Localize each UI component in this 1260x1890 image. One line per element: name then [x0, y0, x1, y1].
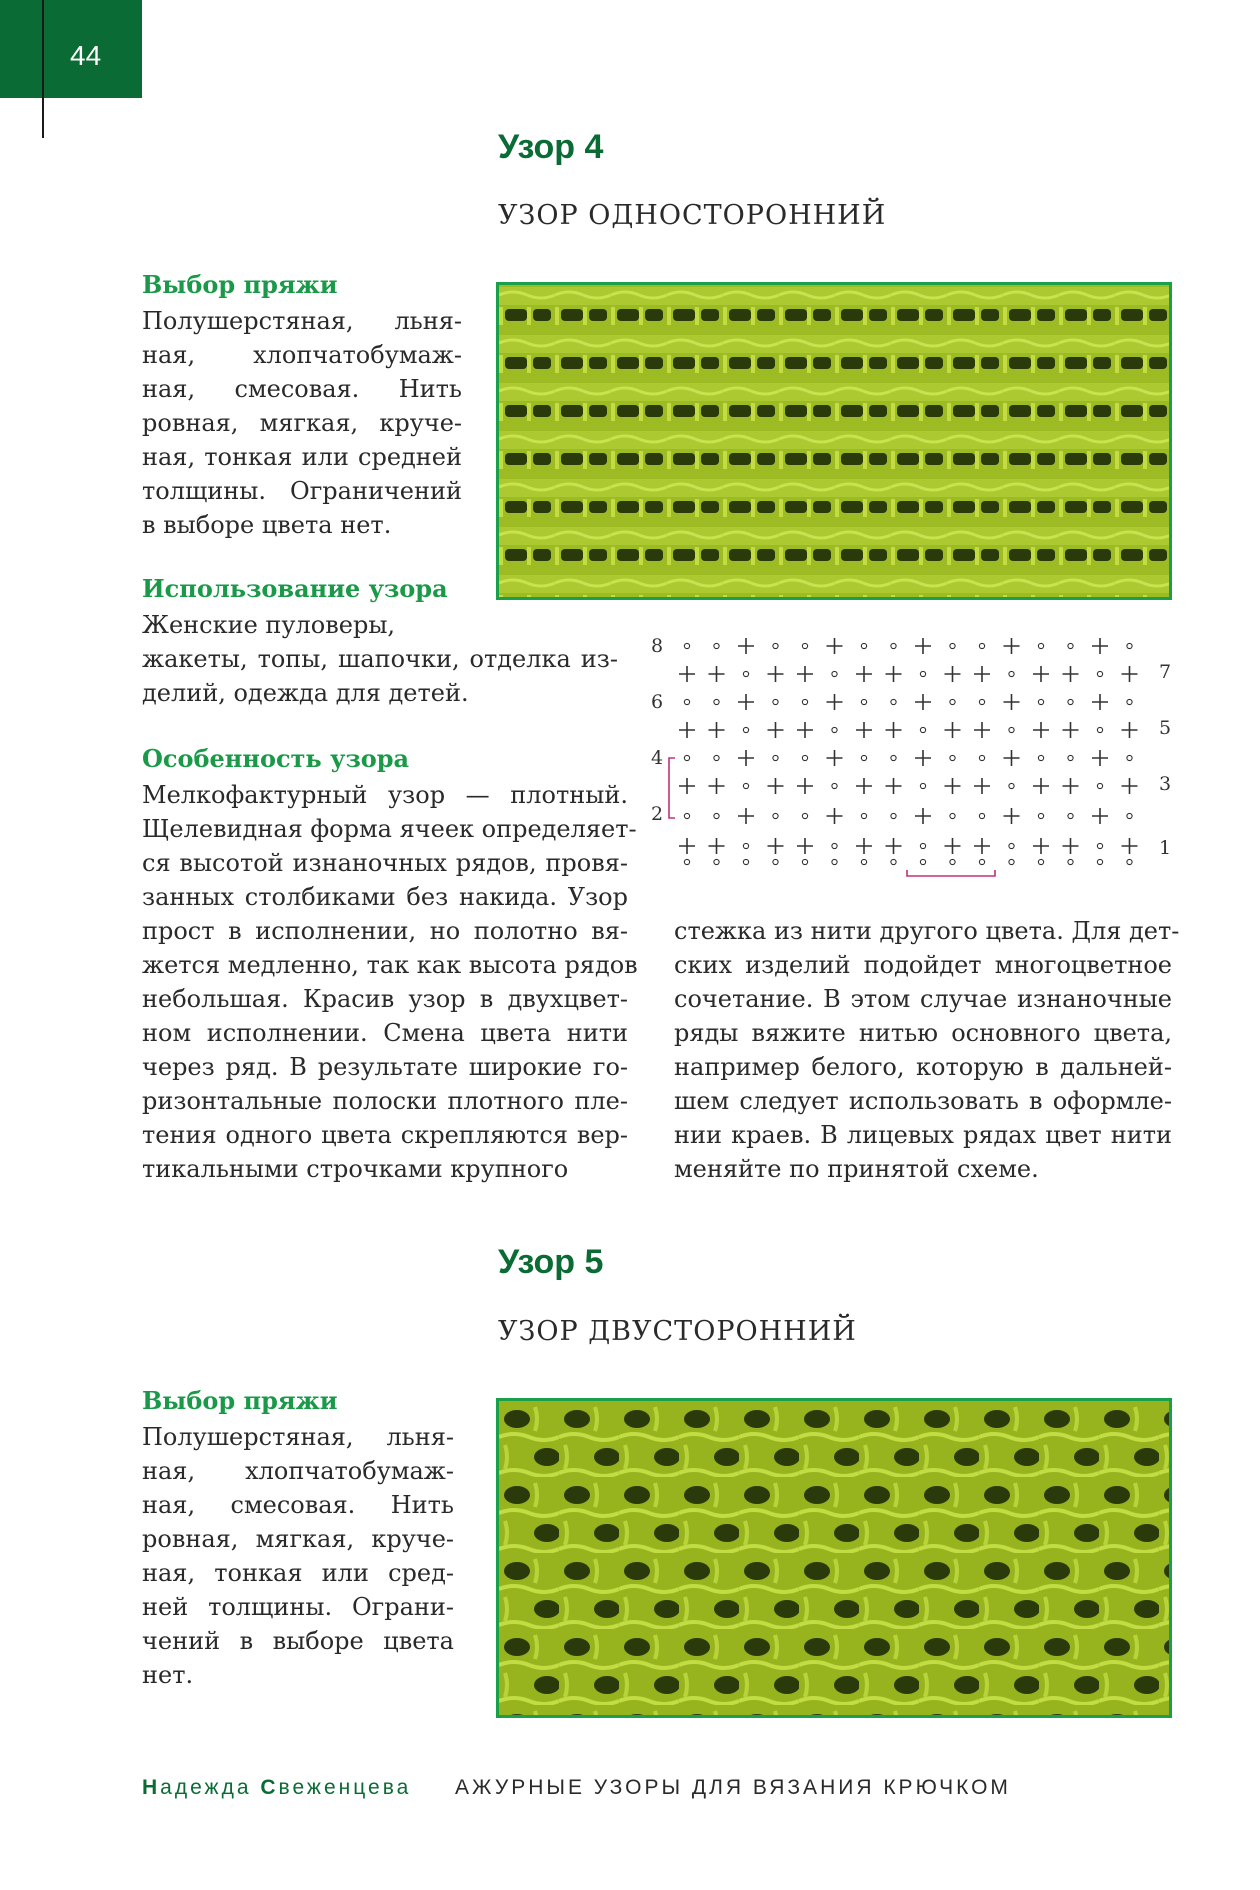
chart-chain-symbol — [1127, 699, 1132, 704]
chart-chain-symbol — [832, 859, 837, 864]
chart-chain-symbol — [979, 643, 984, 648]
chart-single-crochet-symbol — [915, 638, 931, 654]
chart-chain-symbol — [802, 699, 807, 704]
chart-chain-symbol — [920, 843, 925, 848]
text-line: ряды вяжите нитью основного цвета, — [674, 1019, 1172, 1047]
chart-chain-symbol — [891, 859, 896, 864]
chart-single-crochet-symbol — [827, 750, 843, 766]
pattern5-yarn-heading: Выбор пряжи — [142, 1386, 338, 1415]
chart-single-crochet-symbol — [679, 722, 695, 738]
chart-chain-symbol — [743, 859, 748, 864]
text-line: Мелкофактурный узор — плотный. — [142, 781, 628, 809]
chart-single-crochet-symbol — [1063, 666, 1079, 682]
text-line: сочетание. В этом случае изнаночные — [674, 985, 1172, 1013]
text-line: небольшая. Красив узор в двухцвет- — [142, 985, 628, 1013]
row-number-7: 7 — [1159, 661, 1172, 683]
text-line: ная, хлопчатобумаж- — [142, 1457, 454, 1485]
pattern5-title: Узор 5 — [498, 1243, 604, 1281]
chart-single-crochet-symbol — [1122, 778, 1138, 794]
pattern4-photo — [496, 282, 1172, 600]
chart-single-crochet-symbol — [1122, 838, 1138, 854]
chart-single-crochet-symbol — [827, 638, 843, 654]
row-number-4: 4 — [651, 747, 664, 769]
page-footer — [142, 1776, 1011, 1800]
chart-single-crochet-symbol — [945, 666, 961, 682]
chart-chain-symbol — [773, 755, 778, 760]
text-line: ризонтальные полоски плотного пле- — [142, 1087, 628, 1115]
chart-chain-symbol — [1127, 755, 1132, 760]
chart-single-crochet-symbol — [709, 838, 725, 854]
chart-single-crochet-symbol — [856, 666, 872, 682]
chart-single-crochet-symbol — [797, 838, 813, 854]
chart-chain-symbol — [714, 643, 719, 648]
chart-chain-symbol — [1068, 813, 1073, 818]
chart-single-crochet-symbol — [797, 778, 813, 794]
pattern5-subtitle: УЗОР ДВУСТОРОННИЙ — [498, 1316, 857, 1347]
chart-chain-symbol — [861, 643, 866, 648]
chart-single-crochet-symbol — [856, 778, 872, 794]
chart-symbols — [679, 638, 1138, 865]
chart-chain-symbol — [1097, 859, 1102, 864]
chart-single-crochet-symbol — [915, 694, 931, 710]
text-line: жакеты, топы, шапочки, отделка из- — [142, 645, 618, 673]
chart-single-crochet-symbol — [1033, 778, 1049, 794]
chart-chain-symbol — [1097, 727, 1102, 732]
text-line: ная, хлопчатобумаж- — [142, 341, 462, 369]
text-line: ная, тонкая или средней — [142, 443, 462, 471]
chart-chain-symbol — [979, 813, 984, 818]
chart-chain-symbol — [979, 755, 984, 760]
text-line: ней толщины. Ограни- — [142, 1593, 454, 1621]
chart-single-crochet-symbol — [915, 750, 931, 766]
text-line: нет. — [142, 1661, 194, 1689]
chart-chain-symbol — [773, 859, 778, 864]
text-line: стежка из нити другого цвета. Для дет- — [674, 917, 1180, 945]
chart-chain-symbol — [773, 813, 778, 818]
chart-single-crochet-symbol — [945, 778, 961, 794]
chart-chain-symbol — [773, 643, 778, 648]
text-line: тения одного цвета скрепляются вер- — [142, 1121, 628, 1149]
chart-chain-symbol — [714, 813, 719, 818]
chart-single-crochet-symbol — [768, 722, 784, 738]
pattern4-title: Узор 4 — [498, 128, 604, 166]
chart-chain-symbol — [1038, 859, 1043, 864]
chart-single-crochet-symbol — [797, 722, 813, 738]
chart-single-crochet-symbol — [856, 722, 872, 738]
chart-chain-symbol — [1009, 671, 1014, 676]
chart-chain-symbol — [891, 813, 896, 818]
chart-single-crochet-symbol — [1092, 694, 1108, 710]
chart-single-crochet-symbol — [768, 666, 784, 682]
text-line: тикальными строчками крупного — [142, 1155, 569, 1183]
chart-chain-symbol — [832, 843, 837, 848]
chart-chain-symbol — [1127, 643, 1132, 648]
text-line: ном исполнении. Смена цвета нити — [142, 1019, 628, 1047]
row-number-1: 1 — [1159, 837, 1172, 859]
margin-rule — [42, 0, 44, 138]
text-line: ная, смесовая. Нить — [142, 1491, 454, 1519]
chart-chain-symbol — [891, 755, 896, 760]
pattern4-yarn-text — [142, 304, 462, 542]
chart-chain-symbol — [1127, 859, 1132, 864]
chart-single-crochet-symbol — [679, 778, 695, 794]
chart-single-crochet-symbol — [827, 808, 843, 824]
chart-single-crochet-symbol — [827, 694, 843, 710]
text-line: ровная, мягкая, круче- — [142, 1525, 454, 1553]
chart-single-crochet-symbol — [738, 694, 754, 710]
chart-single-crochet-symbol — [886, 778, 902, 794]
chart-single-crochet-symbol — [709, 666, 725, 682]
chart-chain-symbol — [1068, 755, 1073, 760]
text-line: ся высотой изнаночных рядов, провя- — [142, 849, 628, 877]
pattern4-feature-continuation — [674, 914, 1180, 1186]
chart-chain-symbol — [1009, 783, 1014, 788]
row-number-6: 6 — [651, 691, 664, 713]
chart-chain-symbol — [950, 859, 955, 864]
chart-chain-symbol — [1009, 843, 1014, 848]
chart-single-crochet-symbol — [738, 750, 754, 766]
text-line: Щелевидная форма ячеек определяет- — [142, 815, 637, 843]
chart-chain-symbol — [1068, 643, 1073, 648]
text-line: жется медленно, так как высота рядов — [142, 951, 638, 979]
chart-chain-symbol — [714, 699, 719, 704]
chart-chain-symbol — [950, 699, 955, 704]
text-line: в выборе цвета нет. — [142, 511, 392, 539]
chart-chain-symbol — [1097, 783, 1102, 788]
pattern5-photo — [496, 1398, 1172, 1718]
text-line: занных столбиками без накида. Узор — [142, 883, 628, 911]
chart-single-crochet-symbol — [1004, 694, 1020, 710]
chart-chain-symbol — [684, 859, 689, 864]
text-line: чений в выборе цвета — [142, 1627, 454, 1655]
chart-chain-symbol — [979, 699, 984, 704]
text-line: шем следует использовать в оформле- — [674, 1087, 1172, 1115]
chart-single-crochet-symbol — [679, 838, 695, 854]
chart-chain-symbol — [802, 755, 807, 760]
chart-chain-symbol — [743, 843, 748, 848]
footer-book-title: АЖУРНЫЕ УЗОРЫ ДЛЯ ВЯЗАНИЯ КРЮЧКОМ — [455, 1776, 1011, 1799]
chart-single-crochet-symbol — [886, 722, 902, 738]
chart-chain-symbol — [1097, 671, 1102, 676]
text-line: Полушерстяная, льня- — [142, 1423, 454, 1451]
chart-chain-symbol — [861, 755, 866, 760]
chart-chain-symbol — [1038, 643, 1043, 648]
chart-chain-symbol — [802, 813, 807, 818]
chart-chain-symbol — [684, 699, 689, 704]
chart-single-crochet-symbol — [1063, 838, 1079, 854]
chart-chain-symbol — [1009, 727, 1014, 732]
chart-chain-symbol — [920, 859, 925, 864]
chart-single-crochet-symbol — [915, 808, 931, 824]
text-line: прост в исполнении, но полотно вя- — [142, 917, 628, 945]
chart-single-crochet-symbol — [974, 666, 990, 682]
chart-chain-symbol — [1068, 859, 1073, 864]
chart-chain-symbol — [684, 813, 689, 818]
chart-chain-symbol — [1038, 755, 1043, 760]
chart-chain-symbol — [832, 727, 837, 732]
chart-chain-symbol — [832, 783, 837, 788]
chart-chain-symbol — [684, 755, 689, 760]
footer-author: Надежда Свеженцева — [142, 1776, 412, 1799]
chart-chain-symbol — [1097, 843, 1102, 848]
row-number-3: 3 — [1159, 773, 1172, 795]
chart-single-crochet-symbol — [797, 666, 813, 682]
chart-single-crochet-symbol — [886, 838, 902, 854]
chart-single-crochet-symbol — [768, 838, 784, 854]
chart-chain-symbol — [950, 813, 955, 818]
chart-chain-symbol — [684, 643, 689, 648]
text-line: ских изделий подойдет многоцветное — [674, 951, 1172, 979]
chart-single-crochet-symbol — [886, 666, 902, 682]
chart-chain-symbol — [861, 859, 866, 864]
chart-single-crochet-symbol — [1092, 750, 1108, 766]
knit-mesh-illustration — [499, 1401, 1169, 1715]
chart-single-crochet-symbol — [1004, 750, 1020, 766]
pattern4-subtitle: УЗОР ОДНОСТОРОННИЙ — [498, 200, 887, 231]
chart-single-crochet-symbol — [974, 838, 990, 854]
chart-single-crochet-symbol — [1033, 722, 1049, 738]
chart-single-crochet-symbol — [1033, 666, 1049, 682]
chart-chain-symbol — [1068, 699, 1073, 704]
pattern5-yarn-text — [142, 1420, 454, 1692]
pattern4-usage-heading: Использование узора — [142, 574, 448, 603]
chart-chain-symbol — [950, 643, 955, 648]
chart-chain-symbol — [861, 813, 866, 818]
chart-chain-symbol — [1009, 859, 1014, 864]
text-line: ная, тонкая или сред- — [142, 1559, 454, 1587]
repeat-bracket-horizontal — [907, 870, 995, 876]
chart-chain-symbol — [743, 671, 748, 676]
row-number-5: 5 — [1159, 717, 1172, 739]
row-number-8: 8 — [651, 635, 664, 657]
chart-single-crochet-symbol — [738, 808, 754, 824]
chart-chain-symbol — [950, 755, 955, 760]
text-line: например белого, которую в дальней- — [674, 1053, 1172, 1081]
chart-single-crochet-symbol — [679, 666, 695, 682]
text-line: через ряд. В результате широкие го- — [142, 1053, 628, 1081]
chart-single-crochet-symbol — [1033, 838, 1049, 854]
chart-single-crochet-symbol — [709, 722, 725, 738]
chart-single-crochet-symbol — [1063, 722, 1079, 738]
chart-single-crochet-symbol — [1092, 638, 1108, 654]
chart-chain-symbol — [891, 643, 896, 648]
chart-single-crochet-symbol — [974, 778, 990, 794]
row-number-2: 2 — [651, 803, 664, 825]
text-line: ровная, мягкая, круче- — [142, 409, 462, 437]
chart-single-crochet-symbol — [1122, 722, 1138, 738]
chart-chain-symbol — [773, 699, 778, 704]
chart-chain-symbol — [832, 671, 837, 676]
text-line: Женские пуловеры, — [142, 611, 396, 639]
chart-single-crochet-symbol — [945, 838, 961, 854]
chart-single-crochet-symbol — [1004, 638, 1020, 654]
chart-single-crochet-symbol — [1004, 808, 1020, 824]
text-line: меняйте по принятой схеме. — [674, 1155, 1039, 1183]
text-line: делий, одежда для детей. — [142, 679, 469, 707]
chart-chain-symbol — [1038, 813, 1043, 818]
chart-single-crochet-symbol — [856, 838, 872, 854]
chart-chain-symbol — [714, 859, 719, 864]
text-line: Полушерстяная, льня- — [142, 307, 462, 335]
chart-single-crochet-symbol — [768, 778, 784, 794]
chart-chain-symbol — [861, 699, 866, 704]
page-number-tab — [0, 0, 142, 98]
chart-single-crochet-symbol — [1122, 666, 1138, 682]
chart-single-crochet-symbol — [709, 778, 725, 794]
chart-single-crochet-symbol — [945, 722, 961, 738]
chart-chain-symbol — [920, 783, 925, 788]
chart-chain-symbol — [979, 859, 984, 864]
pattern4-feature-heading: Особенность узора — [142, 744, 410, 773]
chart-single-crochet-symbol — [1092, 808, 1108, 824]
crochet-chart — [645, 630, 1185, 892]
chart-chain-symbol — [714, 755, 719, 760]
chart-chain-symbol — [1127, 813, 1132, 818]
page-number: 44 — [70, 40, 102, 71]
chart-single-crochet-symbol — [738, 638, 754, 654]
chart-chain-symbol — [743, 727, 748, 732]
chart-single-crochet-symbol — [974, 722, 990, 738]
text-line: нии краев. В лицевых рядах цвет нити — [674, 1121, 1172, 1149]
chart-chain-symbol — [802, 643, 807, 648]
chart-chain-symbol — [743, 783, 748, 788]
pattern4-yarn-heading: Выбор пряжи — [142, 270, 338, 299]
text-line: ная, смесовая. Нить — [142, 375, 462, 403]
chart-single-crochet-symbol — [1063, 778, 1079, 794]
chart-chain-symbol — [891, 699, 896, 704]
pattern4-feature-text — [142, 778, 638, 1186]
chart-chain-symbol — [920, 671, 925, 676]
repeat-bracket-vertical — [669, 758, 675, 818]
knit-mesh-illustration — [499, 285, 1169, 597]
chart-chain-symbol — [1038, 699, 1043, 704]
chart-chain-symbol — [802, 859, 807, 864]
chart-chain-symbol — [920, 727, 925, 732]
text-line: толщины. Ограничений — [142, 477, 462, 505]
pattern4-usage-text — [142, 608, 618, 710]
